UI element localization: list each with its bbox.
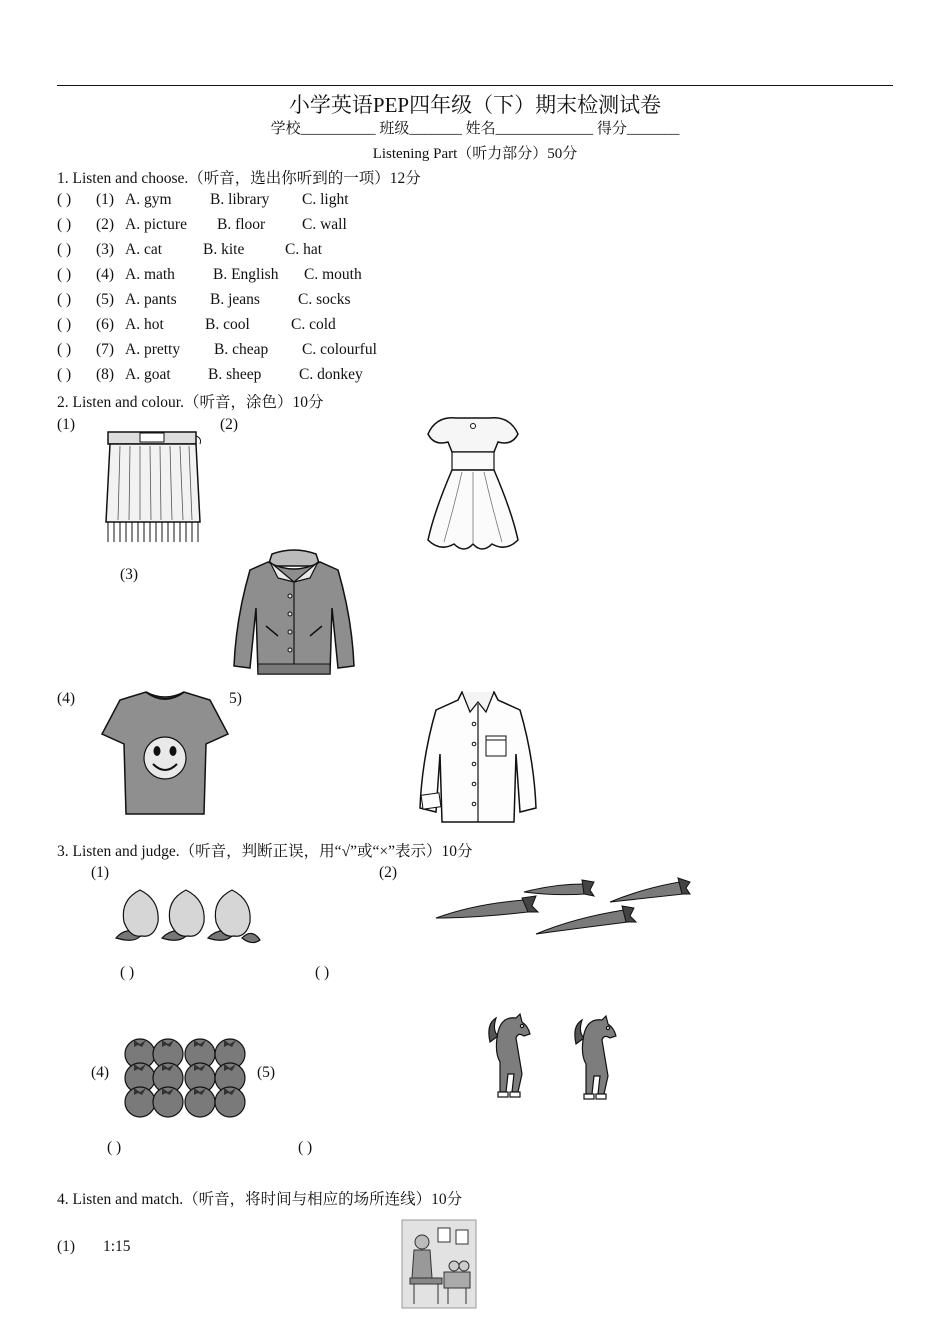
option-a[interactable]: A. math [125, 266, 175, 283]
answer-blank[interactable]: ( ) [298, 1139, 313, 1156]
t-shirt-picture [100, 688, 230, 818]
option-b[interactable]: B. library [210, 191, 270, 208]
question-number: (6) [96, 316, 115, 333]
option-b[interactable]: B. cool [205, 316, 250, 333]
peaches-picture [112, 886, 262, 950]
section3-heading: 3. Listen and judge.（听音，判断正误，用“√”或“×”表示）10分 [57, 843, 473, 860]
option-c[interactable]: C. light [302, 191, 349, 208]
judge-label-2: (2) [379, 864, 398, 881]
question-number: (7) [96, 341, 115, 358]
horses-picture [482, 1012, 622, 1102]
option-c[interactable]: C. colourful [302, 341, 377, 358]
option-c[interactable]: C. wall [302, 216, 347, 233]
option-a[interactable]: A. picture [125, 216, 187, 233]
carrots-picture [434, 878, 694, 938]
option-a[interactable]: A. cat [125, 241, 163, 258]
listening-part-heading: Listening Part（听力部分）50分 [372, 146, 578, 162]
option-b[interactable]: B. kite [203, 241, 245, 258]
colour-label-5: 5) [229, 690, 242, 707]
match-item-time[interactable]: 1:15 [103, 1238, 131, 1255]
answer-paren[interactable]: ( ) [57, 366, 72, 383]
answer-paren[interactable]: ( ) [57, 191, 72, 208]
option-a[interactable]: A. pants [125, 291, 177, 308]
option-b[interactable]: B. English [213, 266, 279, 283]
judge-label-5: (5) [257, 1064, 276, 1081]
colour-label-2: (2) [220, 416, 239, 433]
option-a[interactable]: A. gym [125, 191, 172, 208]
answer-paren[interactable]: ( ) [57, 316, 72, 333]
match-item-number: (1) [57, 1238, 76, 1255]
section2-heading: 2. Listen and colour.（听音，涂色）10分 [57, 394, 324, 411]
answer-blank[interactable]: ( ) [315, 964, 330, 981]
option-a[interactable]: A. goat [125, 366, 171, 383]
answer-paren[interactable]: ( ) [57, 291, 72, 308]
colour-label-3: (3) [120, 566, 139, 583]
skirt-picture [100, 430, 205, 548]
section4-heading: 4. Listen and match.（听音，将时间与相应的场所连线）10分 [57, 1191, 463, 1208]
judge-label-4: (4) [91, 1064, 110, 1081]
question-number: (5) [96, 291, 115, 308]
page-title: 小学英语PEP四年级（下）期末检测试卷 [288, 93, 662, 117]
option-a[interactable]: A. hot [125, 316, 164, 333]
option-b[interactable]: B. floor [217, 216, 266, 233]
option-c[interactable]: C. hat [285, 241, 323, 258]
option-a[interactable]: A. pretty [125, 341, 181, 358]
classroom-picture [402, 1220, 476, 1308]
answer-blank[interactable]: ( ) [120, 964, 135, 981]
answer-blank[interactable]: ( ) [107, 1139, 122, 1156]
tomatoes-picture [120, 1036, 250, 1120]
judge-label-1: (1) [91, 864, 110, 881]
question-number: (8) [96, 366, 115, 383]
answer-paren[interactable]: ( ) [57, 216, 72, 233]
question-number: (1) [96, 191, 115, 208]
option-b[interactable]: B. sheep [208, 366, 262, 383]
header-rule [57, 85, 893, 86]
section1-heading: 1. Listen and choose.（听音，选出你听到的一项）12分 [57, 170, 421, 187]
answer-paren[interactable]: ( ) [57, 341, 72, 358]
option-b[interactable]: B. jeans [210, 291, 260, 308]
jacket-picture [230, 548, 358, 680]
student-info-line: 学校__________ 班级_______ 姓名_____________ 得分_______ [270, 121, 680, 137]
shirt-picture [418, 688, 538, 826]
colour-label-4: (4) [57, 690, 76, 707]
question-number: (2) [96, 216, 115, 233]
question-number: (4) [96, 266, 115, 283]
question-number: (3) [96, 241, 115, 258]
colour-label-1: (1) [57, 416, 76, 433]
option-b[interactable]: B. cheap [214, 341, 269, 358]
option-c[interactable]: C. mouth [304, 266, 362, 283]
option-c[interactable]: C. socks [298, 291, 351, 308]
answer-paren[interactable]: ( ) [57, 266, 72, 283]
option-c[interactable]: C. cold [291, 316, 336, 333]
answer-paren[interactable]: ( ) [57, 241, 72, 258]
dress-picture [420, 412, 526, 557]
option-c[interactable]: C. donkey [299, 366, 363, 383]
